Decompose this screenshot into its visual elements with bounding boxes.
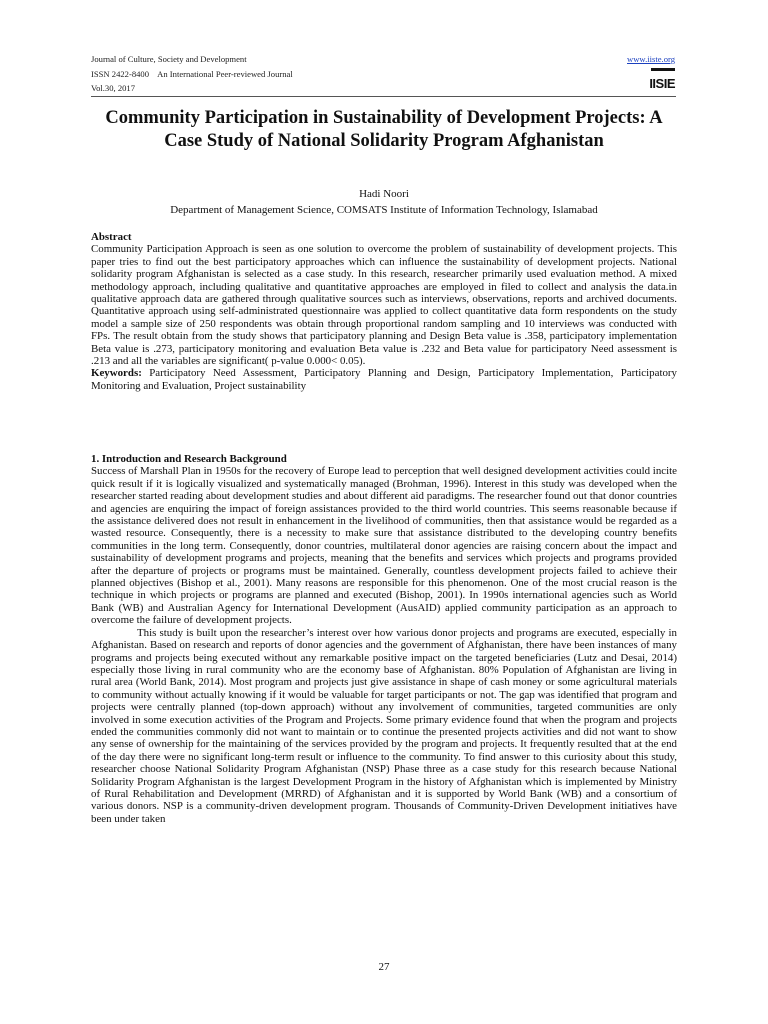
logo-bar [651, 68, 675, 71]
paragraph-1: Success of Marshall Plan in 1950s for the recovery of Europe lead to perception that well designed development activities could incite quick result if it is logically visualized and systematically managed (Brohman, 1996). Interest in this study was developed when the researcher started reading about development studies and about different aid paradigms. The researcher found out that donor countries and agencies are enquiring the impact of foreign assistances provided to the third world countries. This seems reasonable because if the assistance delivered does not result in enhancement in the livelihood of communities, then that assistance would be regarded as a wasted resource. Consequently, there is a necessity to make sure that assistance distributed to the developing country benefits communities in the long term. Consequently, donor countries, multilateral donor agencies are raising concern about the impact and sustainability of development programs and projects, meaning that the benefits and services which projects and programs provided after the departure of projects or programs must be maintained. Generally, countless development projects failed to achieve their planned objectives (Bishop et al., 2001). Many reasons are responsible for this phenomenon. One of the most crucial reason is the technique in which projects or programs are planned and executed (Bishop, 2001). In 1990s international agencies such as World Bank (WB) and Australian Agency for International Development (AusAID) applied community participation as an approach to overcome the failure of development projects. [91, 465, 677, 627]
abstract-heading: Abstract [91, 231, 132, 243]
journal-header-right [627, 52, 675, 95]
section-heading: 1. Introduction and Research Background [91, 453, 287, 465]
introduction-section [91, 453, 677, 825]
journal-header [91, 52, 293, 96]
iiste-logo [649, 68, 675, 90]
header-rule [91, 96, 676, 97]
keywords-label: Keywords: [91, 367, 142, 380]
journal-issn: ISSN 2422-8400 An International Peer-reviewed Journal [91, 68, 293, 79]
paper-title: Community Participation in Sustainability of Development Projects: A Case Study of National Solidarity Program Afghanistan [105, 108, 663, 151]
logo-text: IISIE [649, 76, 675, 91]
abstract-text: Community Participation Approach is seen as one solution to overcome the problem of sustainability of development projects. This paper tries to find out the best participatory approaches which can influence the sustainability of development projects. National solidarity program Afghanistan is selected as a case study. In this research, researcher primarily used evaluation method. A mixed methodology approach, including qualitative and quantitative approaches are employed in filed to collect and analysis the data.in qualitative approach data are gathered through qualitative sources such as interviews, observations, reports and archived documents. Quantitative approach using self-administrated questionnaire was applied to collect quantitative data form respondents on the study model a sample size of 250 respondents was obtain through proportional random sampling and 10 interviews was conducted with FPs. The result obtain from the study shows that participatory planning and Design Beta value is .358, participatory implementation Beta value is .273, participatory monitoring and evaluation Beta value is .232 and Beta value for participatory Need assessment is .213 and all the variables are significant( p-value 0.000< 0.05). [91, 243, 677, 368]
journal-volume: Vol.30, 2017 [91, 83, 136, 93]
journal-name: Journal of Culture, Society and Development [91, 54, 247, 64]
keywords-text: Participatory Need Assessment, Participatory Planning and Design, Participatory Implementation, Participatory Monitoring and Evaluation, Project sustainability [91, 367, 677, 392]
website-link[interactable]: www.iiste.org [627, 54, 675, 64]
author-name: Hadi Noori [359, 188, 409, 200]
keywords-line [91, 367, 677, 392]
page-number: 27 [378, 961, 390, 973]
paragraph-2: This study is built upon the researcher’s interest over how various donor projects and programs are executed, especially in Afghanistan. Based on research and reports of donor agencies and the government of Afghanistan, there have been instances of many programs and projects being executed without any remarkable positive impact on the targeted beneficiaries (Lutz and Desai, 2014) especially those living in rural community who are the economy base of Afghanistan. 80% Population of Afghanistan are living in rural area (World Bank, 2014). Most program and projects just give assistance in shape of cash money or some agricultural materials to community without actually knowing if it would be valuable for target participants or not. The gap was identified that program and projects were centrally planned (top-down approach) without any involvement of communities, targeted communities are only involved in some execution activities of the Program and Projects. Some primary evidence found that when the program and projects ended the communities commonly did not want to maintain or to continue the presented projects activities and did not want to show any sense of ownership for the maintaining of the services provided by the program and projects. It frequently resulted that at the end of the day there were no significant long-term result or influence to the community. To find answer to this curiosity about this study, researcher choose National Solidarity Program Afghanistan (NSP) Phase three as a case study for this research because National Solidarity Program Afghanistan is the largest Development Program in the history of Afghanistan which is implemented by Ministry of Rural Rehabilitation and Development (MRRD) of Afghanistan and it is supported by World Bank (WB) and a consortium of various donors. NSP is a community-driven development program. Thousands of Community-Driven Development initiatives have been under taken [91, 626, 677, 825]
abstract-section [91, 231, 677, 392]
author-affiliation: Department of Management Science, COMSATS Institute of Information Technology, Islamabad [170, 204, 598, 216]
